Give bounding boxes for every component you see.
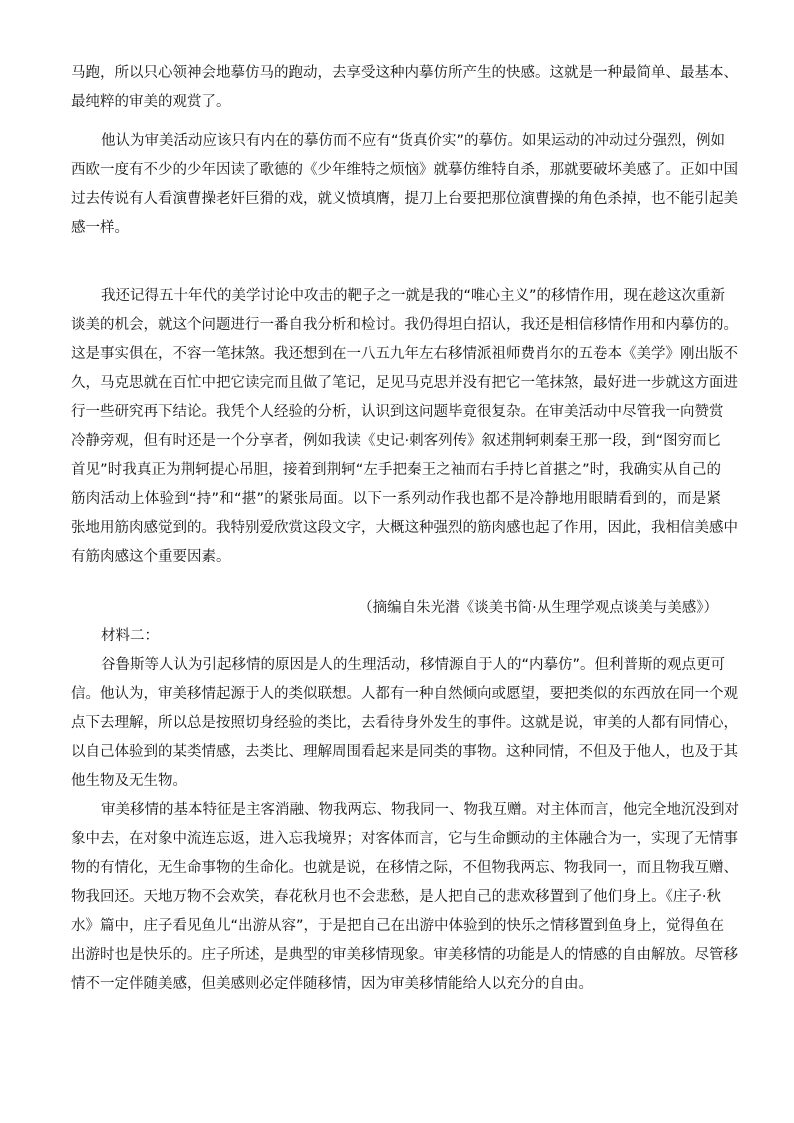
paragraph <box>71 651 738 796</box>
paragraph <box>71 282 738 572</box>
text-line: 有筋肉感这个重要因素。 <box>71 549 231 565</box>
text-line: 马跑，所以只心领神会地摹仿马的跑动，去享受这种内摹仿所产生的快感。这就是一种最简单、最基本、 <box>71 65 738 81</box>
text-line: 久，马克思就在百忙中把它读完而且做了笔记，足见马克思并没有把它一笔抹煞，最好进一步就这方面进 <box>71 375 738 391</box>
text-line: 象中去，在对象中流连忘返，进入忘我境界；对客体而言，它与生命颤动的主体融合为一，实现了无情事 <box>71 831 738 847</box>
paragraph <box>71 127 738 243</box>
text-line: 西欧一度有不少的少年因读了歌德的《少年维特之烦恼》就摹仿维特自杀，那就要破坏美感了。正如中国 <box>71 162 738 178</box>
text-line: 物的有情化，无生命事物的生命化。也就是说，在移情之际，不但物我两忘、物我同一，而且物我互赠、 <box>71 860 738 876</box>
text-line: 这是事实俱在，不容一笔抹煞。我还想到在一八五九年左右移情派祖师费肖尔的五卷本《美学》刚出版不 <box>71 346 738 362</box>
text-line: 首见”时我真正为荆轲提心吊胆，接着到荆轲“左手把秦王之袖而右手持匕首揕之”时，我确实从自己的 <box>71 462 721 478</box>
text-line: 谷鲁斯等人认为引起移情的原因是人的生理活动，移情源自于人的“内摹仿”。但利普斯的观点更可 <box>101 657 726 673</box>
citation: （摘编自朱光潜《谈美书简·从生理学观点谈美与美感》） <box>358 600 718 616</box>
section-label-text: 材料二： <box>101 628 159 644</box>
text-line: 点下去理解，所以总是按照切身经验的类比，去看待身外发生的事件。这就是说，审美的人都有同情心， <box>71 715 738 731</box>
text-line: 出游时也是快乐的。庄子所述，是典型的审美移情现象。审美移情的功能是人的情感的自由解放。尽管移 <box>71 947 738 963</box>
text-line: 谈美的机会，就这个问题进行一番自我分析和检讨。我仍得坦白招认，我还是相信移情作用和内摹仿的。 <box>71 317 738 333</box>
text-line: 最纯粹的审美的观赏了。 <box>71 94 231 110</box>
text-line: 信。他认为，审美移情起源于人的类似联想。人都有一种自然倾向或愿望，要把类似的东西放在同一个观 <box>71 686 738 702</box>
text-line: 冷静旁观，但有时还是一个分享者，例如我读《史记·刺客列传》叙述荆轲刺秦王那一段，到“图穷而匕 <box>71 433 722 449</box>
text-line: 他生物及无生物。 <box>71 773 187 789</box>
text-line: 水》篇中，庄子看见鱼儿“出游从容”，于是把自己在出游中体验到的快乐之情移置到鱼身上，觉得鱼在 <box>71 918 725 934</box>
text-line: 张地用筋肉感觉到的。我特别爱欣赏这段文字，大概这种强烈的筋肉感也起了作用，因此，我相信美感中 <box>71 520 738 536</box>
paragraph <box>71 796 739 999</box>
text-line: 行一些研究再下结论。我凭个人经验的分析，认识到这问题毕竟很复杂。在审美活动中尽管我一向赞赏 <box>71 404 724 420</box>
text-line: 我还记得五十年代的美学讨论中攻击的靶子之一就是我的“唯心主义”的移情作用，现在趁这次重新 <box>101 288 726 304</box>
text-line: 情不一定伴随美感，但美感则必定伴随移情，因为审美移情能给人以充分的自由。 <box>71 976 593 992</box>
text-line: 感一样。 <box>71 220 129 236</box>
paragraph-continuation <box>71 59 738 117</box>
section-label <box>71 622 721 651</box>
text-line: 审美移情的基本特征是主客消融、物我两忘、物我同一、物我互赠。对主体而言，他完全地沉没到对 <box>101 802 739 818</box>
text-line: 筋肉活动上体验到“持”和“揕”的紧张局面。以下一系列动作我也都不是冷静地用眼睛看到的，而是紧 <box>71 491 721 507</box>
text-line: 过去传说有人看演曹操老奸巨猾的戏，就义愤填膺，提刀上台要把那位演曹操的角色杀掉，也不能引起美 <box>71 191 738 207</box>
text-line: 物我回还。天地万物不会欢笑，春花秋月也不会悲愁，是人把自己的悲欢移置到了他们身上。《庄子·秋 <box>71 889 721 905</box>
text-line: 他认为审美活动应该只有内在的摹仿而不应有“货真价实”的摹仿。如果运动的冲动过分强烈，例如 <box>101 133 726 149</box>
text-line: 以自己体验到的某类情感，去类比、理解周围看起来是同类的事物。这种同情，不但及于他人，也及于其 <box>71 744 738 760</box>
